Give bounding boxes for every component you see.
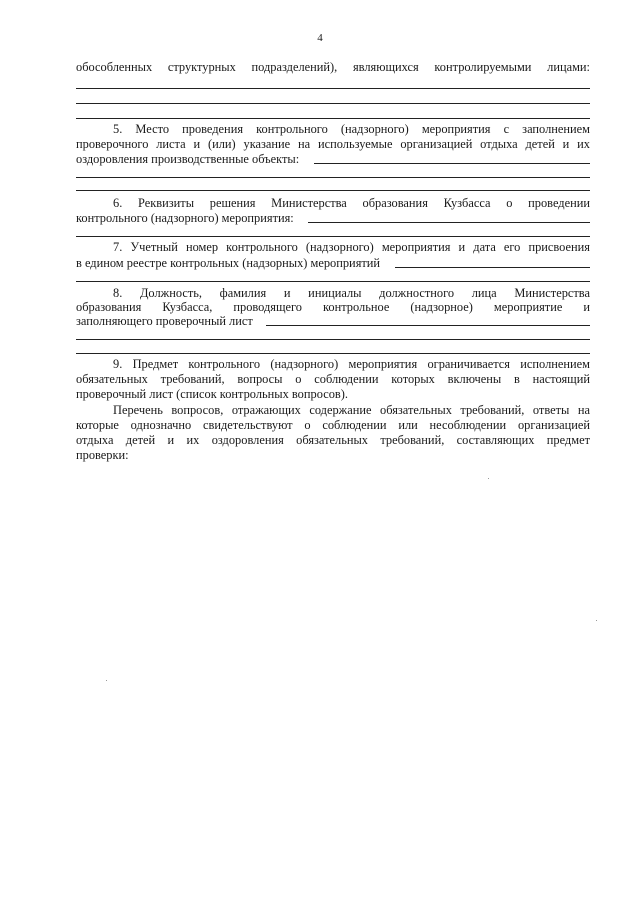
section-9-line-2: обязательных требований, вопросы о соблюдении которых включены в настоящий [76, 372, 590, 386]
fill-line [308, 222, 590, 223]
blank-line [76, 236, 590, 237]
blank-line [76, 339, 590, 340]
section-7-text: в едином реестре контрольных (надзорных) мероприятий [76, 256, 381, 270]
blank-line [76, 177, 590, 178]
blank-line [76, 88, 590, 89]
paragraph-line-1: Перечень вопросов, отражающих содержание обязательных требований, ответы на [113, 403, 590, 417]
blank-line [76, 118, 590, 119]
fill-line [266, 325, 590, 326]
blank-line [76, 103, 590, 104]
section-5-line-1: 5. Место проведения контрольного (надзорного) мероприятия с заполнением [113, 122, 590, 136]
scan-speck [106, 680, 107, 681]
scan-speck [596, 620, 597, 621]
fill-line [395, 267, 590, 268]
paragraph-line-2: которые однозначно свидетельствуют о соблюдении или несоблюдении организацией [76, 418, 590, 432]
section-9-line-3: проверочный лист (список контрольных вопросов). [76, 387, 348, 401]
blank-line [76, 353, 590, 354]
blank-line [76, 281, 590, 282]
section-8-line-2: образования Кузбасса, проводящего контрольное (надзорное) мероприятие и [76, 300, 590, 314]
section-5-line-2: проверочного листа и (или) указание на используемые организацией отдыха детей и их [76, 137, 590, 151]
section-9-line-1: 9. Предмет контрольного (надзорного) мероприятия ограничивается исполнением [113, 357, 590, 371]
section-5-text: оздоровления производственные объекты: [76, 152, 300, 166]
section-6-line-1: 6. Реквизиты решения Министерства образования Кузбасса о проведении [113, 196, 590, 210]
section-8-line-1: 8. Должность, фамилия и инициалы должностного лица Министерства [113, 286, 590, 300]
blank-line [76, 190, 590, 191]
paragraph-line-3: отдыха детей и их оздоровления обязательных требований, составляющих предмет [76, 433, 590, 447]
section-7-line-1: 7. Учетный номер контрольного (надзорного) мероприятия и дата его присвоения [113, 240, 590, 254]
section-6-text: контрольного (надзорного) мероприятия: [76, 211, 294, 225]
paragraph-line-4: проверки: [76, 448, 129, 462]
scan-speck [488, 478, 489, 479]
continuation-line: обособленных структурных подразделений), являющихся контролируемыми лицами: [76, 60, 590, 74]
fill-line [314, 163, 590, 164]
section-8-text: заполняющего проверочный лист [76, 314, 253, 328]
page-number: 4 [317, 32, 323, 44]
